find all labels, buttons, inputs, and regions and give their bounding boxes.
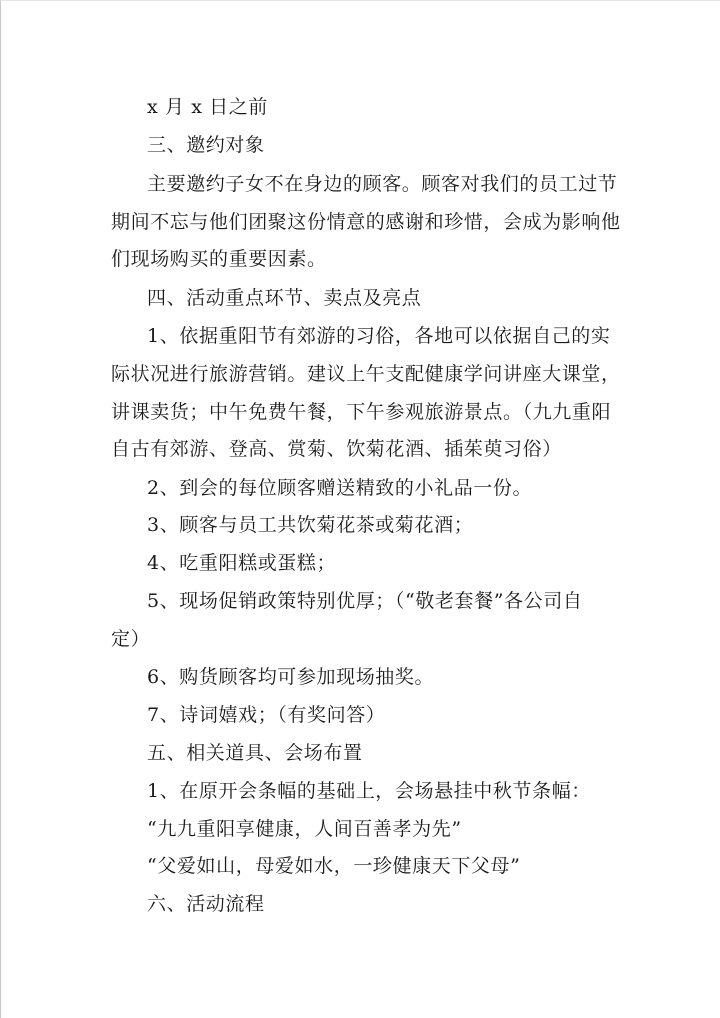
section-heading: 六、活动流程 bbox=[147, 893, 265, 915]
list-item-continuation: 际状况进行旅游营销。建议上午支配健康学问讲座大课堂， bbox=[111, 363, 621, 385]
list-item: 3、顾客与员工共饮菊花茶或菊花酒； bbox=[147, 514, 474, 536]
section-heading: 四、活动重点环节、卖点及亮点 bbox=[147, 287, 422, 309]
list-item: 5、现场促销政策特别优厚；（“敬老套餐”各公司自 bbox=[147, 590, 583, 612]
section-heading: 三、邀约对象 bbox=[147, 134, 265, 156]
list-item-continuation: 自古有郊游、登高、赏菊、饮菊花酒、插茱萸习俗） bbox=[111, 438, 562, 460]
list-item-continuation: 讲课卖货；中午免费午餐，下午参观旅游景点。（九九重阳 bbox=[111, 401, 612, 423]
list-item: 1、依据重阳节有郊游的习俗，各地可以依据自己的实 bbox=[147, 325, 611, 347]
paragraph-line: x 月 x 日之前 bbox=[147, 96, 268, 118]
list-item: 2、到会的每位顾客赠送精致的小礼品一份。 bbox=[147, 477, 533, 499]
list-item-continuation: 定） bbox=[111, 628, 151, 650]
list-item: 1、在原开会条幅的基础上，会场悬挂中秋节条幅： bbox=[147, 780, 591, 802]
paragraph-line: 期间不忘与他们团聚这份情意的感谢和珍惜，会成为影响他 bbox=[111, 211, 621, 233]
paragraph-line: 主要邀约子女不在身边的顾客。顾客对我们的员工过节 bbox=[147, 173, 618, 195]
list-item: 7、诗词嬉戏；（有奖问答） bbox=[147, 704, 386, 726]
banner-slogan: “九九重阳享健康，人间百善孝为先” bbox=[147, 818, 462, 840]
banner-slogan: “父爱如山，母爱如水，一珍健康天下父母” bbox=[147, 855, 521, 877]
list-item: 4、吃重阳糕或蛋糕； bbox=[147, 552, 337, 574]
list-item: 6、购货顾客均可参加现场抽奖。 bbox=[147, 666, 435, 688]
paragraph-line: 们现场购买的重要因素。 bbox=[111, 248, 327, 270]
section-heading: 五、相关道具、会场布置 bbox=[147, 742, 363, 764]
